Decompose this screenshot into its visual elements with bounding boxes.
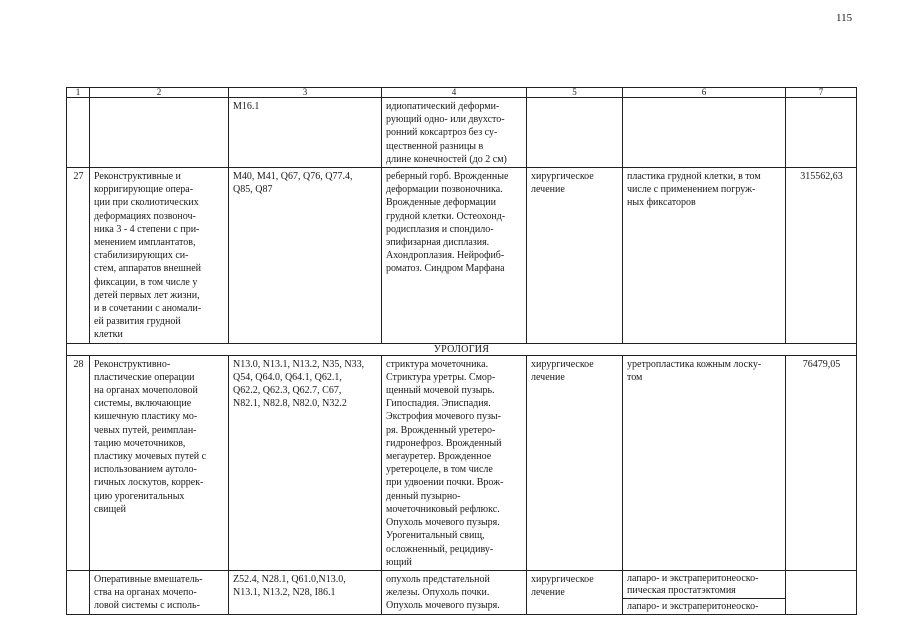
page-number: 115 [836,12,853,24]
row-number: 27 [67,168,90,344]
treatment-method [623,98,786,168]
diagnosis-codes: M16.1 [229,98,382,168]
cost-value: 315562,63 [786,168,857,344]
table-row [67,355,857,570]
column-number: 5 [527,88,623,98]
treatment-type [527,98,623,168]
treatment-method: лапаро- и экстраперитонеоско- пическая простатэктомия [623,571,785,599]
column-number: 2 [90,88,229,98]
diagnosis-codes: Z52.4, N28.1, Q61.0,N13.0, N13.1, N13.2, N28, I86.1 [229,570,382,614]
medical-procedures-table [66,87,857,615]
treatment-type: хирургическое лечение [527,355,623,570]
treatment-method-cell [623,570,786,614]
patient-model: стриктура мочеточника. Стриктура уретры. Смор- щенный мочевой пузырь. Гипоспадия. Эписпадия. Экстрофия мочевого пузы- ря. Врожденный уретеро- гидронефроз. Врожденный мегауретер. Врожденное уретероцеле, в том числе при удвоении почки. Врож- денный пузырно- мочеточниковый рефлюкс. Опухоль мочевого пузыря. Урогенитальный свищ, осложненный, рецидиву- ющий [382,355,527,570]
diagnosis-codes: M40, M41, Q67, Q76, Q77.4, Q85, Q87 [229,168,382,344]
procedure-name [90,98,229,168]
table-row [67,168,857,344]
procedure-name: Оперативные вмешатель- ства на органах мочепо- ловой системы с исполь- [90,570,229,614]
column-number: 7 [786,88,857,98]
cost-value [786,570,857,614]
patient-model: опухоль предстательной железы. Опухоль почки. Опухоль мочевого пузыря. [382,570,527,614]
section-title: УРОЛОГИЯ [67,343,857,355]
patient-model: идиопатический деформи- рующий одно- или двухсто- ронний коксартроз без су- щественной разницы в длине конечностей (до 2 см) [382,98,527,168]
column-number: 4 [382,88,527,98]
table-row [67,570,857,614]
row-number [67,98,90,168]
treatment-method: пластика грудной клетки, в том числе с применением погруж- ных фиксаторов [623,168,786,344]
procedure-name: Реконструктивно- пластические операции на органах мочеполовой системы, включающие кишечную пластику мо- чевых путей, реимплан- тацию мочеточников, пластику мочевых путей с использованием аутоло- гичных лоскутов, коррек- цию урогенитальных свищей [90,355,229,570]
section-header-row [67,343,857,355]
cost-value [786,98,857,168]
table-row [67,98,857,168]
cost-value: 76479,05 [786,355,857,570]
row-number [67,570,90,614]
treatment-type: хирургическое лечение [527,168,623,344]
column-number: 3 [229,88,382,98]
patient-model: реберный горб. Врожденные деформации позвоночника. Врожденные деформации грудной клетки. Остеохонд- родисплазия и спондило- эпифизарная дисплазия. Ахондроплазия. Нейрофиб- роматоз. Синдром Марфана [382,168,527,344]
column-number: 6 [623,88,786,98]
diagnosis-codes: N13.0, N13.1, N13.2, N35, N33, Q54, Q64.0, Q64.1, Q62.1, Q62.2, Q62.3, Q62.7, C67, N82.1, N82.8, N82.0, N32.2 [229,355,382,570]
treatment-method: уретропластика кожным лоску- том [623,355,786,570]
column-number: 1 [67,88,90,98]
row-number: 28 [67,355,90,570]
column-number-row [67,88,857,98]
treatment-type: хирургическое лечение [527,570,623,614]
procedure-name: Реконструктивные и корригирующие опера- ции при сколиотических деформациях позвоноч- ника 3 - 4 степени с при- менением имплантатов, стабилизирующих си- стем, аппаратов внешней фиксации, в том числе у детей первых лет жизни, и в сочетании с аномали- ей развития грудной клетки [90,168,229,344]
treatment-method: лапаро- и экстраперитонеоско- [627,600,759,612]
